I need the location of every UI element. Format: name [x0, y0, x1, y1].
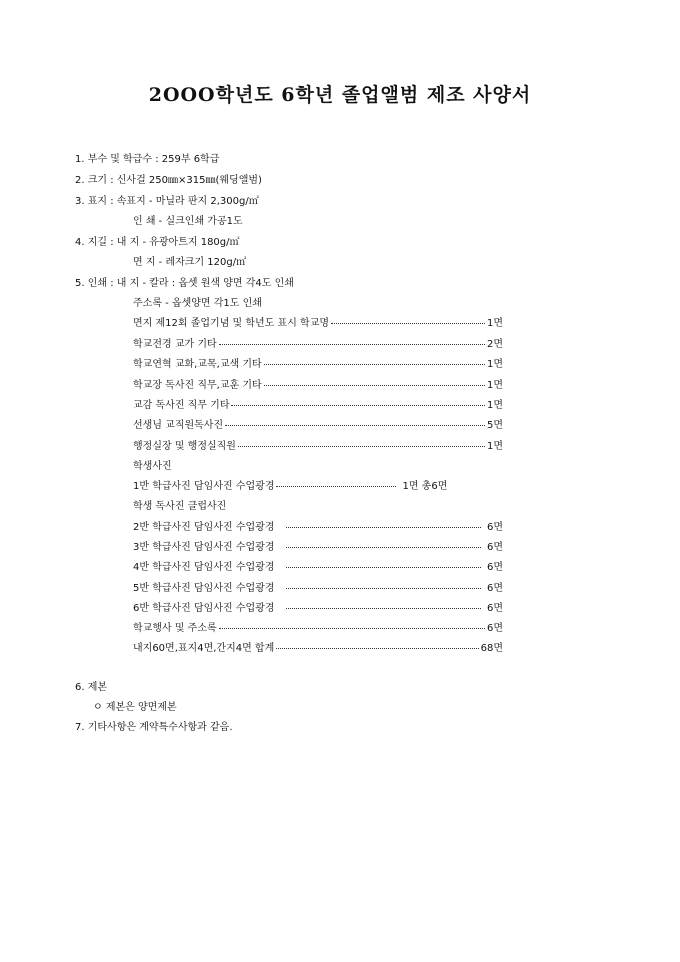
class-row-label: 3반 학급사진 담임사진 수업광경: [133, 542, 275, 553]
class-row: [133, 521, 503, 534]
content-row: [133, 440, 503, 453]
events-row-label: 학교행사 및 주소록: [133, 623, 217, 634]
content-row-label: 면지 제12회 졸업기념 및 학년도 표시 학교명: [133, 318, 330, 329]
content-row-count: 2면: [486, 339, 503, 350]
class-row-label: 2반 학급사진 담임사진 수업광경: [133, 522, 275, 533]
content-row: [133, 338, 503, 351]
class-row: [133, 561, 503, 574]
spec-line-cover: 3. 표지 : 속표지 - 마닐라 판지 2,300g/㎡: [75, 196, 259, 207]
other-terms-line: 7. 기타사항은 계약특수사항과 같음.: [75, 722, 233, 733]
leader-dots: [219, 336, 485, 345]
leader-dots: [286, 539, 480, 548]
class-row-count: 1면 총6면: [402, 481, 448, 492]
leader-dots: [286, 559, 480, 568]
class-row-count: 6면: [486, 522, 503, 533]
individual-photos-heading: 학생 독사진 클럽사진: [133, 501, 227, 512]
class-row-label: 4반 학급사진 담임사진 수업광경: [133, 562, 275, 573]
content-row: [133, 317, 503, 330]
leader-dots: [331, 315, 485, 324]
leader-dots: [286, 600, 480, 609]
content-row-count: 1면: [486, 441, 503, 452]
class-row-label: 6반 학급사진 담임사진 수업광경: [133, 603, 275, 614]
content-row: [133, 419, 503, 432]
spec-line-printing: 5. 인쇄 : 내 지 - 칼라 : 옵셋 원색 양면 각4도 인쇄: [75, 278, 294, 289]
leader-dots: [225, 417, 485, 426]
binding-heading: 6. 제본: [75, 682, 108, 693]
class-row-count: 6면: [486, 542, 503, 553]
leader-dots: [276, 640, 478, 649]
content-row-label: 학교연혁 교화,교목,교색 기타: [133, 359, 262, 370]
class-row: [133, 541, 503, 554]
total-row: [133, 642, 503, 655]
content-row-label: 학교장 독사진 직무,교훈 기타: [133, 380, 262, 391]
class-row-label: 1반 학급사진 담임사진 수업광경: [133, 481, 275, 492]
total-row-label: 내지60면,표지4면,간지4면 합계: [133, 643, 275, 654]
leader-dots: [238, 438, 485, 447]
class-row: [133, 602, 503, 615]
content-row-count: 1면: [486, 359, 503, 370]
content-row-label: 교감 독사진 직무 기타: [133, 400, 230, 411]
content-row-count: 1면: [486, 380, 503, 391]
binding-item: ㅇ 제본은 양면제본: [93, 702, 177, 713]
class-row-count: 6면: [486, 583, 503, 594]
content-row: [133, 399, 503, 412]
class-row-label: 5반 학급사진 담임사진 수업광경: [133, 583, 275, 594]
content-row-label: 학교전경 교가 기타: [133, 339, 217, 350]
content-row-count: 5면: [486, 420, 503, 431]
leader-dots: [286, 519, 480, 528]
content-row-count: 1면: [486, 400, 503, 411]
leader-dots: [276, 478, 396, 487]
events-row-count: 6면: [486, 623, 503, 634]
total-row-count: 68면: [480, 643, 503, 654]
spec-line-quantity: 1. 부수 및 학급수 : 259부 6학급: [75, 154, 220, 165]
class-row: [133, 480, 503, 493]
events-row: [133, 622, 503, 635]
content-row-count: 1면: [486, 318, 503, 329]
page-title: 2OOO학년도 6학년 졸업앨범 제조 사양서: [148, 84, 532, 106]
student-photos-heading: 학생사진: [133, 461, 172, 472]
spec-line-size: 2. 크기 : 신사걸 250㎜×315㎜(웨딩앨범): [75, 175, 262, 186]
leader-dots: [286, 580, 480, 589]
spec-line-cover-print: 인 쇄 - 실크인쇄 가공1도: [133, 216, 243, 227]
class-row-count: 6면: [486, 603, 503, 614]
content-row-label: 행정실장 및 행정실직원: [133, 441, 236, 452]
leader-dots: [264, 356, 485, 365]
class-row: [133, 582, 503, 595]
spec-line-address-print: 주소록 - 옵셋양면 각1도 인쇄: [133, 298, 262, 309]
leader-dots: [231, 397, 484, 406]
leader-dots: [264, 377, 485, 386]
leader-dots: [219, 620, 485, 629]
spec-line-paper: 4. 지길 : 내 지 - 유광아트지 180g/㎡: [75, 237, 240, 248]
class-row-count: 6면: [486, 562, 503, 573]
content-row-label: 선생님 교직원독사진: [133, 420, 224, 431]
content-row: [133, 358, 503, 371]
content-row: [133, 379, 503, 392]
spec-line-endpaper: 면 지 - 레자크기 120g/㎡: [133, 257, 247, 268]
